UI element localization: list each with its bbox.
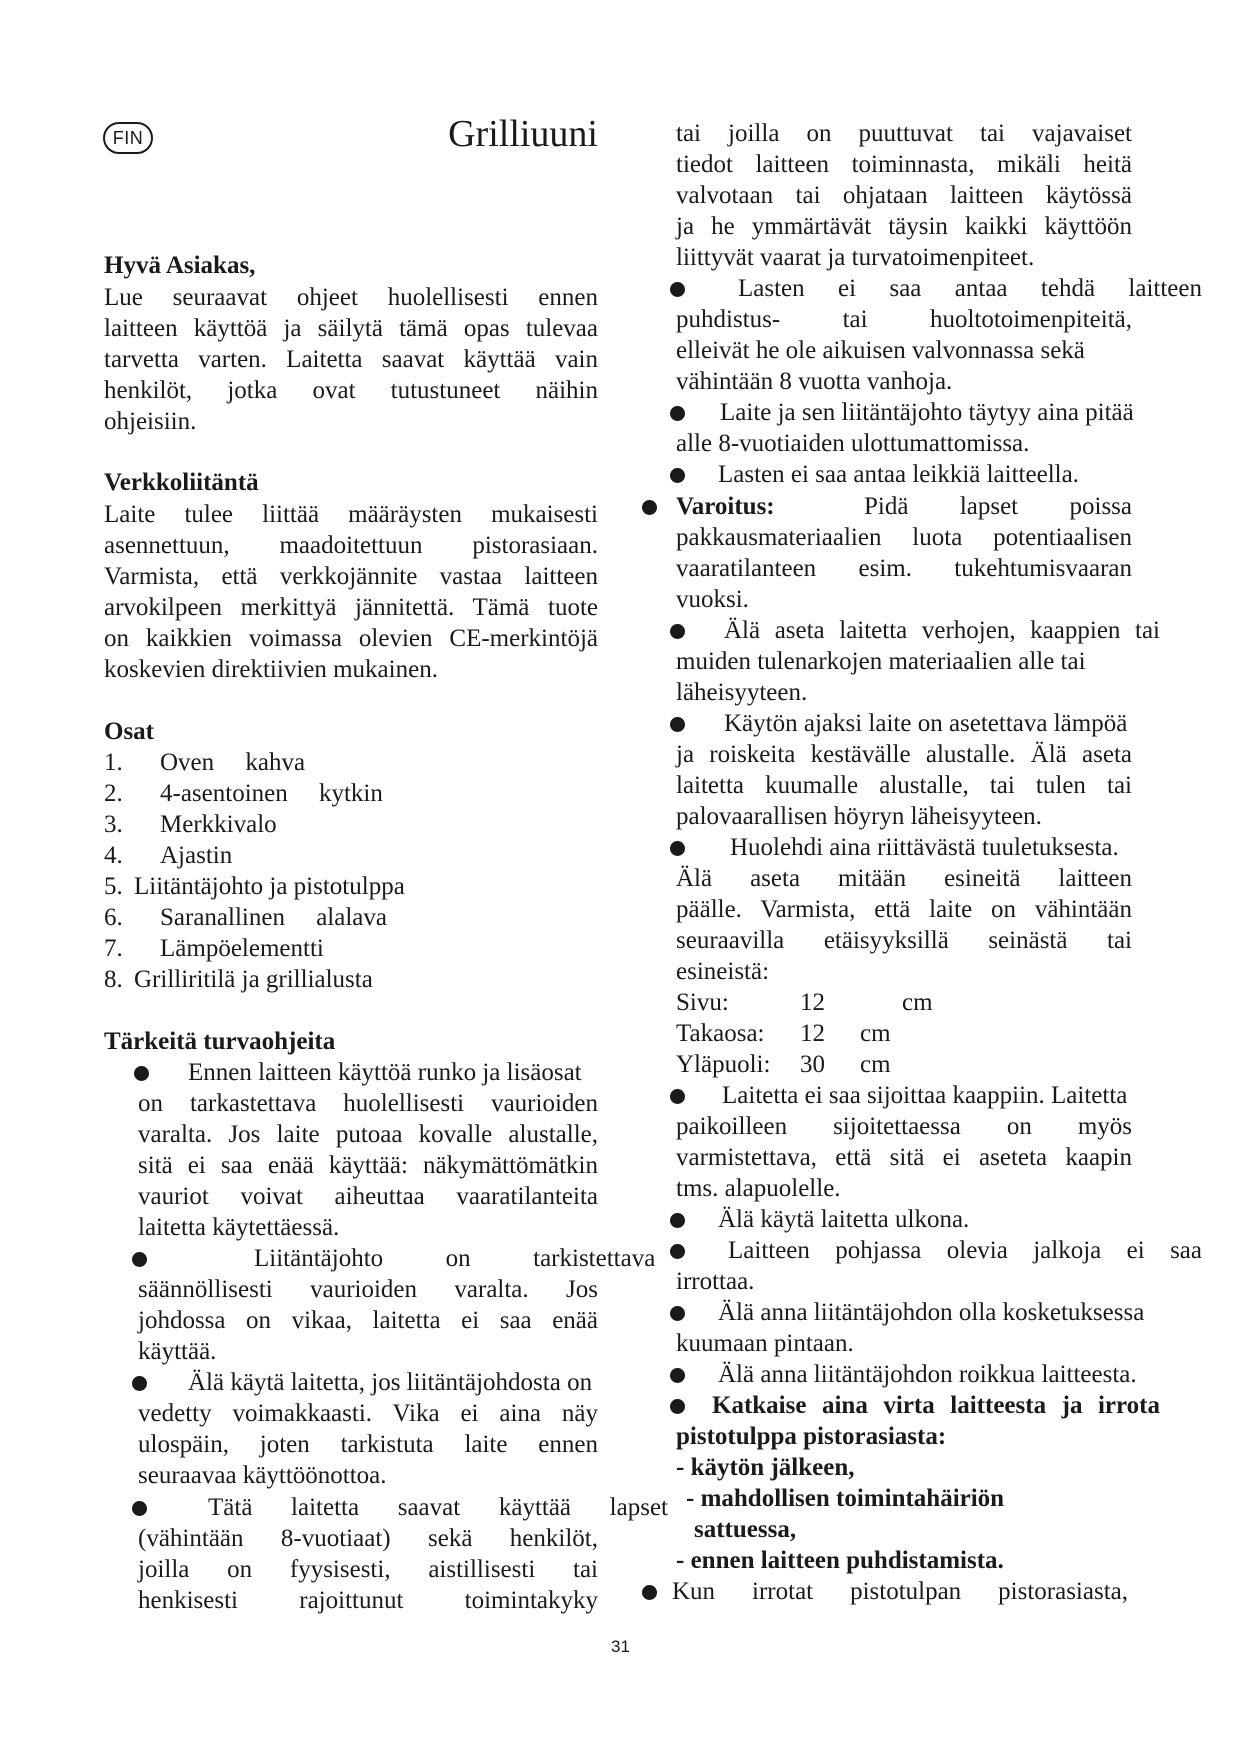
safety-line: Älä käytä laitetta, jos liitäntäjohdosta on — [188, 1369, 593, 1396]
page-number: 31 — [611, 1637, 630, 1656]
parts-heading: Osat — [104, 718, 154, 745]
safety-line: pakkausmateriaalien luota potentiaalisen — [676, 524, 1132, 551]
safety-line: Älä anna liitäntäjohdon roikkua laitteesta. — [718, 1361, 1137, 1388]
safety-line: alle 8-vuotiaiden ulottumattomissa. — [676, 430, 1030, 457]
safety-line: (vähintään 8-vuotiaat) sekä henkilöt, — [138, 1525, 598, 1552]
safety-line: vaaratilanteen esim. tukehtumisvaaran — [676, 555, 1132, 582]
safety-line: Käytön ajaksi laite on asetettava lämpöä — [724, 710, 1128, 737]
list-item: - ennen laitteen puhdistamista. — [676, 1547, 1004, 1574]
network-line: on kaikkien voimassa olevien CE-merkintöjä — [104, 625, 598, 652]
safety-line: vuoksi. — [676, 586, 749, 613]
bullet-icon — [134, 1066, 149, 1081]
language-badge: FIN — [103, 122, 153, 154]
continued-line: tai joilla on puuttuvat tai vajavaiset — [676, 120, 1132, 147]
network-line: koskevien direktiivien mukainen. — [104, 656, 438, 683]
safety-line: vedetty voimakkaasti. Vika ei aina näy — [138, 1400, 598, 1427]
safety-line: varalta. Jos laite putoaa kovalle alustalle, — [138, 1121, 598, 1148]
network-line: arvokilpeen merkittyä jännitettä. Tämä tuote — [104, 594, 598, 621]
bullet-icon — [132, 1252, 147, 1267]
safety-line: laitetta käytettäessä. — [138, 1214, 340, 1241]
safety-line: elleivät he ole aikuisen valvonnassa sekä — [676, 337, 1085, 364]
safety-line: Älä aseta mitään esineitä laitteen — [676, 865, 1132, 892]
intro-line: laitteen käyttöä ja säilytä tämä opas tulevaa — [104, 315, 598, 342]
list-item: 5. Liitäntäjohto ja pistotulppa — [104, 873, 405, 900]
bullet-icon — [670, 1306, 685, 1321]
safety-line: ja roiskeita kestävälle alustalle. Älä aseta — [676, 741, 1132, 768]
intro-line: henkilöt, jotka ovat tutustuneet näihin — [104, 377, 598, 404]
continued-line: ja he ymmärtävät täysin kaikki käyttöön — [676, 213, 1132, 240]
list-item: 2. 4-asentoinen kytkin — [104, 780, 383, 807]
network-line: Varmista, että verkkojännite vastaa laitteen — [104, 563, 598, 590]
safety-line: Huolehdi aina riittävästä tuuletuksesta. — [730, 834, 1119, 861]
safety-line: Lasten ei saa antaa tehdä laitteen — [738, 275, 1202, 302]
safety-line: Ennen laitteen käyttöä runko ja lisäosat — [188, 1059, 582, 1086]
continued-line: liittyvät vaarat ja turvatoimenpiteet. — [676, 244, 1035, 271]
page-title: Grilliuuni — [448, 113, 598, 155]
safety-line: vähintään 8 vuotta vanhoja. — [676, 368, 953, 395]
bullet-icon — [670, 1213, 685, 1228]
bullet-icon — [670, 841, 685, 856]
bullet-icon — [670, 717, 685, 732]
bullet-icon — [642, 1585, 657, 1600]
safety-line: Älä käytä laitetta ulkona. — [718, 1206, 970, 1233]
list-item: 8. Grilliritilä ja grillialusta — [104, 966, 373, 993]
safety-line: sitä ei saa enää käyttää: näkymättömätkin — [138, 1152, 598, 1179]
intro-line: ohjeisiin. — [104, 408, 197, 435]
network-line: Laite tulee liittää määräysten mukaisesti — [104, 501, 598, 528]
network-heading: Verkkoliitäntä — [104, 469, 259, 496]
bullet-icon — [132, 1376, 147, 1391]
list-item: 6. Saranallinen alalava — [104, 904, 387, 931]
safety-line: laitetta kuumalle alustalle, tai tulen tai — [676, 772, 1132, 799]
safety-line: Pidä lapset poissa — [864, 493, 1132, 520]
warning-label: Varoitus: — [676, 493, 775, 520]
safety-line: Liitäntäjohto on tarkistettava — [254, 1245, 656, 1272]
intro-line: tarvetta varten. Laitetta saavat käyttää vain — [104, 346, 598, 373]
bullet-icon — [132, 1501, 147, 1516]
bullet-icon — [670, 624, 685, 639]
safety-line: seuraavilla etäisyyksillä seinästä tai — [676, 927, 1132, 954]
list-item: 1. Oven kahva — [104, 749, 306, 776]
list-item: 4. Ajastin — [104, 842, 233, 869]
continued-line: tiedot laitteen toiminnasta, mikäli heitä — [676, 151, 1132, 178]
safety-line: Älä anna liitäntäjohdon olla kosketuksessa — [718, 1299, 1145, 1326]
safety-line: vauriot voivat aiheuttaa vaaratilanteita — [138, 1183, 598, 1210]
bullet-icon — [670, 1368, 685, 1383]
safety-line: esineistä: — [676, 958, 770, 985]
safety-line: Laitetta ei saa sijoittaa kaappiin. Laitetta — [722, 1082, 1128, 1109]
safety-line: Kun irrotat pistotulpan pistorasiasta, — [672, 1578, 1128, 1605]
safety-line: palovaarallisen höyryn läheisyyteen. — [676, 803, 1042, 830]
safety-line: Laitteen pohjassa olevia jalkoja ei saa — [728, 1237, 1202, 1264]
greeting-heading: Hyvä Asiakas, — [104, 252, 256, 279]
list-item: 7. Lämpöelementti — [104, 935, 324, 962]
safety-line: puhdistus- tai huoltotoimenpiteitä, — [676, 306, 1132, 333]
safety-line: henkisesti rajoittunut toimintakyky — [138, 1587, 598, 1614]
safety-line: ulospäin, joten tarkistuta laite ennen — [138, 1431, 598, 1458]
safety-line: irrottaa. — [676, 1268, 755, 1295]
safety-line: varmistettava, että sitä ei aseteta kaapin — [676, 1144, 1132, 1171]
bullet-icon — [670, 468, 685, 483]
safety-line: muiden tulenarkojen materiaalien alle tai — [676, 648, 1086, 675]
safety-line: käyttää. — [138, 1338, 217, 1365]
continued-line: valvotaan tai ohjataan laitteen käytössä — [676, 182, 1132, 209]
bullet-icon — [642, 500, 657, 515]
safety-line: Älä aseta laitetta verhojen, kaappien tai — [724, 617, 1160, 644]
safety-line: säännöllisesti vaurioiden varalta. Jos — [138, 1276, 598, 1303]
safety-heading: Tärkeitä turvaohjeita — [104, 1028, 336, 1055]
safety-line: paikoilleen sijoitettaessa on myös — [676, 1113, 1132, 1140]
safety-line: päälle. Varmista, että laite on vähintään — [676, 896, 1132, 923]
bullet-icon — [670, 282, 685, 297]
bullet-icon — [670, 1089, 685, 1104]
safety-line: on tarkastettava huolellisesti vaurioiden — [138, 1090, 598, 1117]
manual-page: FIN Grilliuuni Hyvä Asiakas, Lue seuraavat ohjeet huolellisesti ennen laitteen käyttöä ja säilytä tämä opas tulevaa tarvetta varten. Laitetta saavat käyttää vain henkilöt, jotka ovat tutustuneet näihin ohjeisiin. Verkkoliitäntä Laite tulee liittää määräysten mukaisesti asennettuun, maadoitettuun pistorasiaan. Varmista, että verkkojännite vastaa laitteen arvokilpeen merkittyä jännitettä. Tämä tuote on kaikkien voimassa olevien CE-merkintöjä koskevien direktiivien mukainen. Osat 1. Oven kahva 2. 4-asentoinen kytkin 3. Merkkivalo 4. Ajastin 5. Liitäntäjohto ja pistotulppa 6. Saranallinen alalava 7. Lämpöelementti 8. Grilliritilä ja grillialusta Tärkeitä turvaohjeita Ennen laitteen käyttöä runko ja lisäosat on tarkastettava huolellisesti vaurioiden varalta. Jos laite putoaa kovalle alustalle, sitä ei saa enää käyttää: näkymättömätkin vauriot voivat aiheuttaa vaaratilanteita laitetta käytettäessä. Liitäntäjohto on tarkistettava säännöllisesti vaurioiden varalta. Jos johdossa on vikaa, laitetta ei saa enää käyttää. Älä käytä laitetta, jos liitäntäjohdosta on vedetty voimakkaasti. Vika ei aina näy ulospäin, joten tarkistuta laite ennen seuraavaa käyttöönottoa. Tätä laitetta saavat käyttää lapset (vähintään 8-vuotiaat) sekä henkilöt, joilla on fyysisesti, aistillisesti tai henkisesti rajoittunut toimintakyky tai joilla on puuttuvat tai vajavaiset tiedot laitteen toiminnasta, mikäli heitä valvotaan tai ohjataan laitteen käytössä ja he ymmärtävät täysin kaikki käyttöön liittyvät vaarat ja turvatoimenpiteet. Lasten ei saa antaa tehdä laitteen puhdistus- tai huoltotoimenpiteitä, elleivät he ole aikuisen valvonnassa sekä vähintään 8 vuotta vanhoja. Laite ja sen liitäntäjohto täytyy aina pitää alle 8-vuotiaiden ulottumattomissa. Lasten ei saa antaa leikkiä laitteella. Varoitus: Pidä lapset poissa pakkausmateriaalien luota potentiaalisen vaaratilanteen esim. tukehtumisvaaran vuoksi. Älä aseta laitetta verhojen, kaappien tai muiden tulenarkojen materiaalien alle tai läheisyyteen. Käytön ajaksi laite on asetettava lämpöä ja roiskeita kestävälle alustalle. Älä aseta laitetta kuumalle alustalle, tai tulen tai palovaarallisen höyryn läheisyyteen. Huolehdi aina riittävästä tuuletuksesta. Älä aseta mitään esineitä laitteen päälle. Varmista, että laite on vähintään seuraavilla etäisyyksillä seinästä tai esineistä: Sivu: 12 cm Takaosa: 12 cm Yläpuoli: 30 cm Laitetta ei saa sijoittaa kaappiin. Laitetta paikoilleen sijoitettaessa on myös varmistettava, että sitä ei aseteta kaapin tms. alapuolelle. Älä käytä laitetta ulkona. Laitteen pohjassa olevia jalkoja ei saa irrottaa. Älä anna liitäntäjohdon olla kosketuksessa kuumaan pintaan. Älä anna liitäntäjohdon roikkua laitteesta. Katkaise aina virta laitteesta ja irrota pistotulppa pistorasiasta: - käytön jälkeen, - mahdollisen toimintahäiriön sattuessa, - ennen laitteen puhdistamista. Kun irrotat pistotulpan pistorasiasta, 31 — [0, 0, 1241, 1754]
list-item: 3. Merkkivalo — [104, 811, 277, 838]
bullet-icon — [670, 1244, 685, 1259]
safety-line: joilla on fyysisesti, aistillisesti tai — [138, 1556, 598, 1583]
list-item: - käytön jälkeen, — [676, 1454, 855, 1481]
safety-line: pistotulppa pistorasiasta: — [676, 1423, 947, 1450]
bullet-icon — [670, 1399, 685, 1414]
intro-line: Lue seuraavat ohjeet huolellisesti ennen — [104, 284, 598, 311]
safety-line: tms. alapuolelle. — [676, 1175, 841, 1202]
safety-line: Katkaise aina virta laitteesta ja irrota — [712, 1392, 1160, 1419]
safety-line: Tätä laitetta saavat käyttää lapset — [208, 1494, 668, 1521]
safety-line: Laite ja sen liitäntäjohto täytyy aina pitää — [720, 399, 1134, 426]
list-item: sattuessa, — [694, 1516, 797, 1543]
bullet-icon — [670, 406, 685, 421]
safety-line: Lasten ei saa antaa leikkiä laitteella. — [718, 461, 1079, 488]
safety-line: läheisyyteen. — [676, 679, 808, 706]
list-item: - mahdollisen toimintahäiriön — [686, 1485, 1005, 1512]
safety-line: kuumaan pintaan. — [676, 1330, 854, 1357]
safety-line: seuraavaa käyttöönottoa. — [138, 1462, 387, 1489]
network-line: asennettuun, maadoitettuun pistorasiaan. — [104, 532, 598, 559]
safety-line: johdossa on vikaa, laitetta ei saa enää — [138, 1307, 598, 1334]
